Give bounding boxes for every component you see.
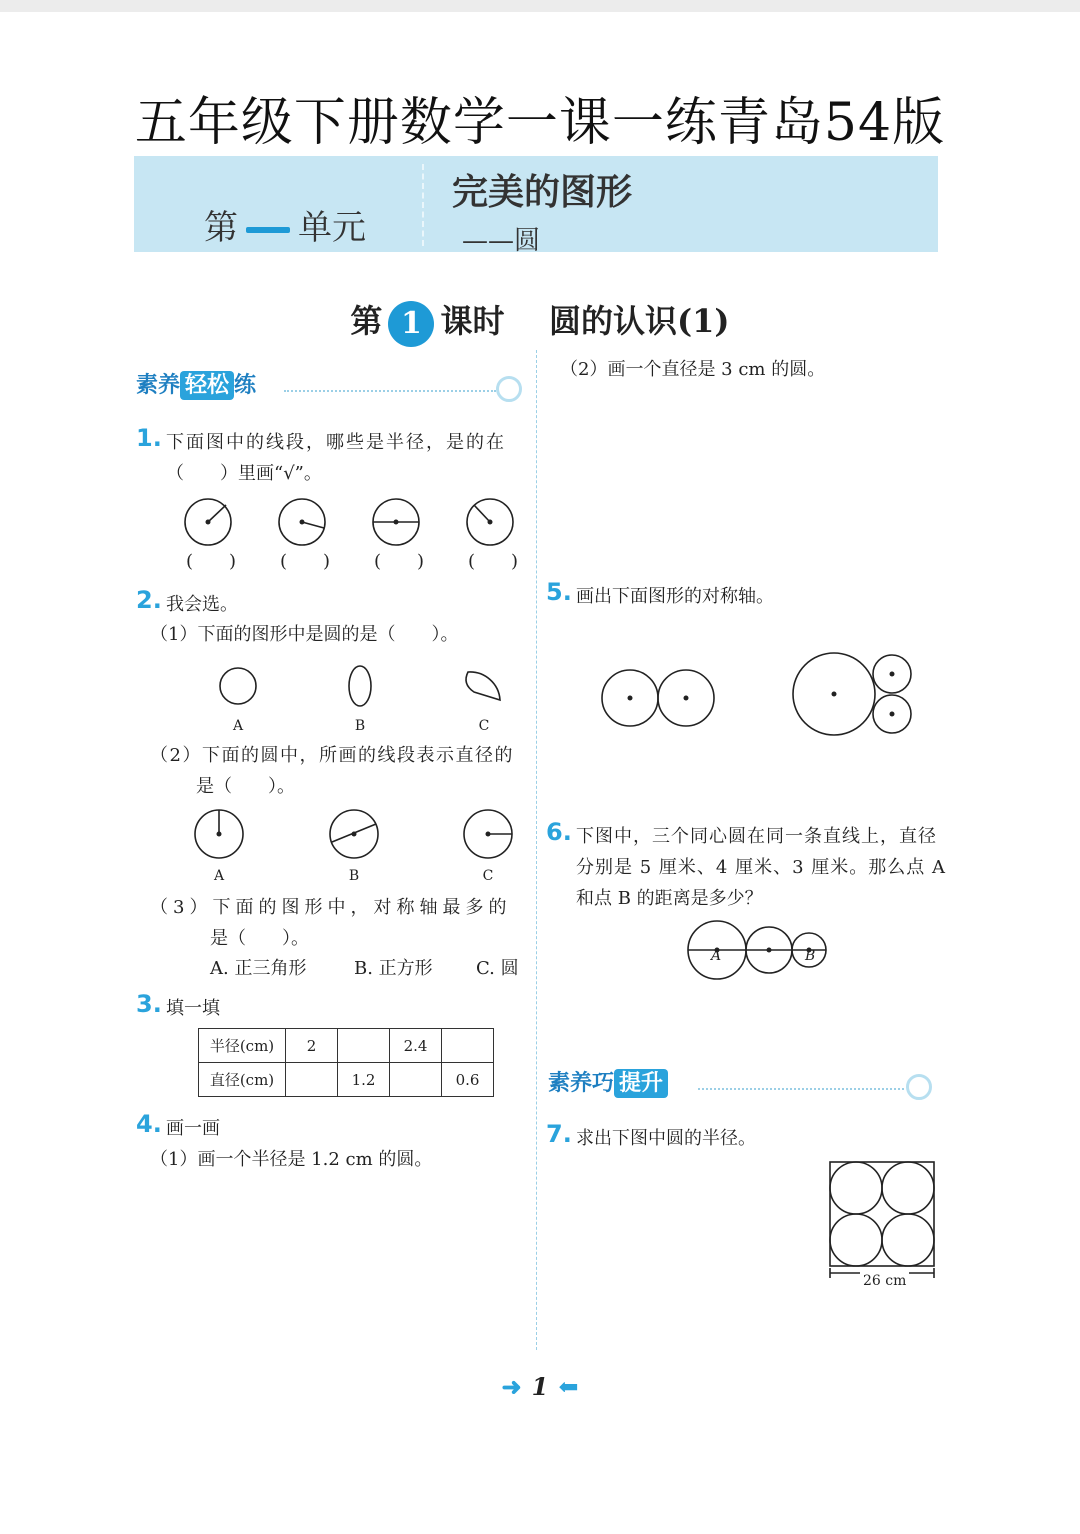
option-label: A — [213, 868, 225, 884]
option-label: C — [478, 718, 490, 734]
unit-subtitle: ——圆 — [462, 226, 541, 256]
radius-diameter-table — [198, 1028, 494, 1097]
column-divider — [536, 350, 537, 1350]
table-cell[interactable]: 2.4 — [390, 1029, 442, 1063]
unit-banner — [134, 156, 938, 256]
q7-figure — [0, 0, 1, 1]
lesson-name: 圆的认识(1) — [549, 302, 730, 340]
point-a-label: A — [711, 948, 722, 964]
unit-suffix: 单元 — [298, 208, 366, 248]
q2-option-b: B. 正方形 — [354, 958, 433, 979]
banner-divider — [422, 164, 424, 246]
target-icon — [906, 1074, 932, 1100]
option-label: C — [482, 868, 494, 884]
q6-text-line2: 分别是 5 厘米、4 厘米、3 厘米。那么点 A — [576, 857, 946, 878]
section-dotted-line — [698, 1088, 904, 1090]
question-number: 4. — [136, 1110, 162, 1138]
q2-part2-line1: （2）下面的圆中，所画的线段表示直径的 — [150, 745, 514, 766]
lesson-suffix: 课时 — [440, 302, 505, 340]
point-b-label: B — [805, 948, 816, 964]
q1-segment-d — [474, 505, 490, 522]
document-title: 五年级下册数学一课一练青岛54版 — [134, 93, 946, 153]
unit-label — [204, 200, 366, 249]
question-number: 6. — [546, 818, 572, 846]
q2-part3-line2: 是（ ）。 — [210, 928, 309, 949]
q1-text-line1: 下面图中的线段，哪些是半径，是的在 — [166, 432, 506, 453]
q4-part2: （2）画一个直径是 3 cm 的圆。 — [560, 359, 826, 380]
table-cell[interactable]: 1.2 — [338, 1063, 390, 1097]
q6-text-line3: 和点 B 的距离是多少？ — [576, 888, 763, 909]
section-tag: 素养 轻松 练 — [136, 373, 257, 398]
section-tag: 素养巧 提升 — [548, 1066, 668, 1097]
table-row — [199, 1029, 494, 1063]
shape-sector — [466, 672, 500, 700]
answer-paren[interactable]: ( ) — [280, 551, 331, 572]
table-row — [199, 1063, 494, 1097]
section-header-basic — [136, 368, 526, 402]
question-number: 3. — [136, 990, 162, 1018]
q2-option-a: A. 正三角形 — [210, 958, 307, 979]
answer-paren[interactable]: ( ) — [186, 551, 237, 572]
lesson-number-badge: 1 — [388, 301, 434, 347]
arrow-right-icon: ➜ — [501, 1372, 522, 1401]
page-number — [0, 1372, 1080, 1401]
unit-prefix: 第 — [204, 208, 238, 248]
table-cell[interactable] — [390, 1063, 442, 1097]
q2-option-c: C. 圆 — [476, 958, 519, 979]
shape-circle — [220, 668, 256, 704]
q2-part1: （1）下面的图形中是圆的是（ ）。 — [150, 624, 459, 645]
table-cell[interactable] — [286, 1063, 338, 1097]
arrow-left-icon: ⬅ — [558, 1372, 579, 1401]
question-number: 1. — [136, 424, 162, 452]
q4-part1: （1）画一个半径是 1.2 cm 的圆。 — [150, 1149, 433, 1170]
dimension-label: 26 cm — [860, 1270, 909, 1292]
section-dotted-line — [284, 390, 496, 392]
q7-text: 求出下图中圆的半径。 — [576, 1128, 756, 1149]
unit-title: 完美的图形 — [452, 172, 633, 213]
q2-part3-line1: （3）下面的图形中，对称轴最多的 — [150, 897, 512, 918]
table-cell: 半径(cm) — [199, 1029, 286, 1063]
q1-text-line2: （ ）里画“√”。 — [166, 463, 322, 484]
q4-title: 画一画 — [166, 1118, 220, 1139]
option-label: B — [354, 718, 366, 734]
shape-ellipse — [349, 666, 371, 706]
q1-segment-a — [208, 505, 226, 522]
answer-paren[interactable]: ( ) — [374, 551, 425, 572]
table-cell[interactable] — [442, 1029, 494, 1063]
q3-title: 填一填 — [166, 998, 220, 1019]
unit-number-one — [246, 227, 290, 233]
target-icon — [496, 376, 522, 402]
q5-text: 画出下面图形的对称轴。 — [576, 586, 774, 607]
lesson-prefix: 第 — [350, 302, 383, 340]
top-strip — [0, 0, 1080, 12]
table-cell: 直径(cm) — [199, 1063, 286, 1097]
question-number: 2. — [136, 586, 162, 614]
q6-text-line1: 下图中，三个同心圆在同一条直线上，直径 — [576, 826, 937, 847]
answer-paren[interactable]: ( ) — [468, 551, 519, 572]
page-number-value: 1 — [531, 1372, 549, 1401]
table-cell[interactable] — [338, 1029, 390, 1063]
table-cell[interactable]: 2 — [286, 1029, 338, 1063]
lesson-heading — [0, 296, 1080, 347]
q2-part2-line2: 是（ ）。 — [196, 776, 295, 797]
table-cell[interactable]: 0.6 — [442, 1063, 494, 1097]
option-label: B — [348, 868, 360, 884]
question-number: 5. — [546, 578, 572, 606]
option-label: A — [232, 718, 244, 734]
question-number: 7. — [546, 1120, 572, 1148]
section-header-advanced — [548, 1066, 938, 1100]
q1-segment-b — [302, 522, 324, 528]
q2-title: 我会选。 — [166, 594, 238, 615]
